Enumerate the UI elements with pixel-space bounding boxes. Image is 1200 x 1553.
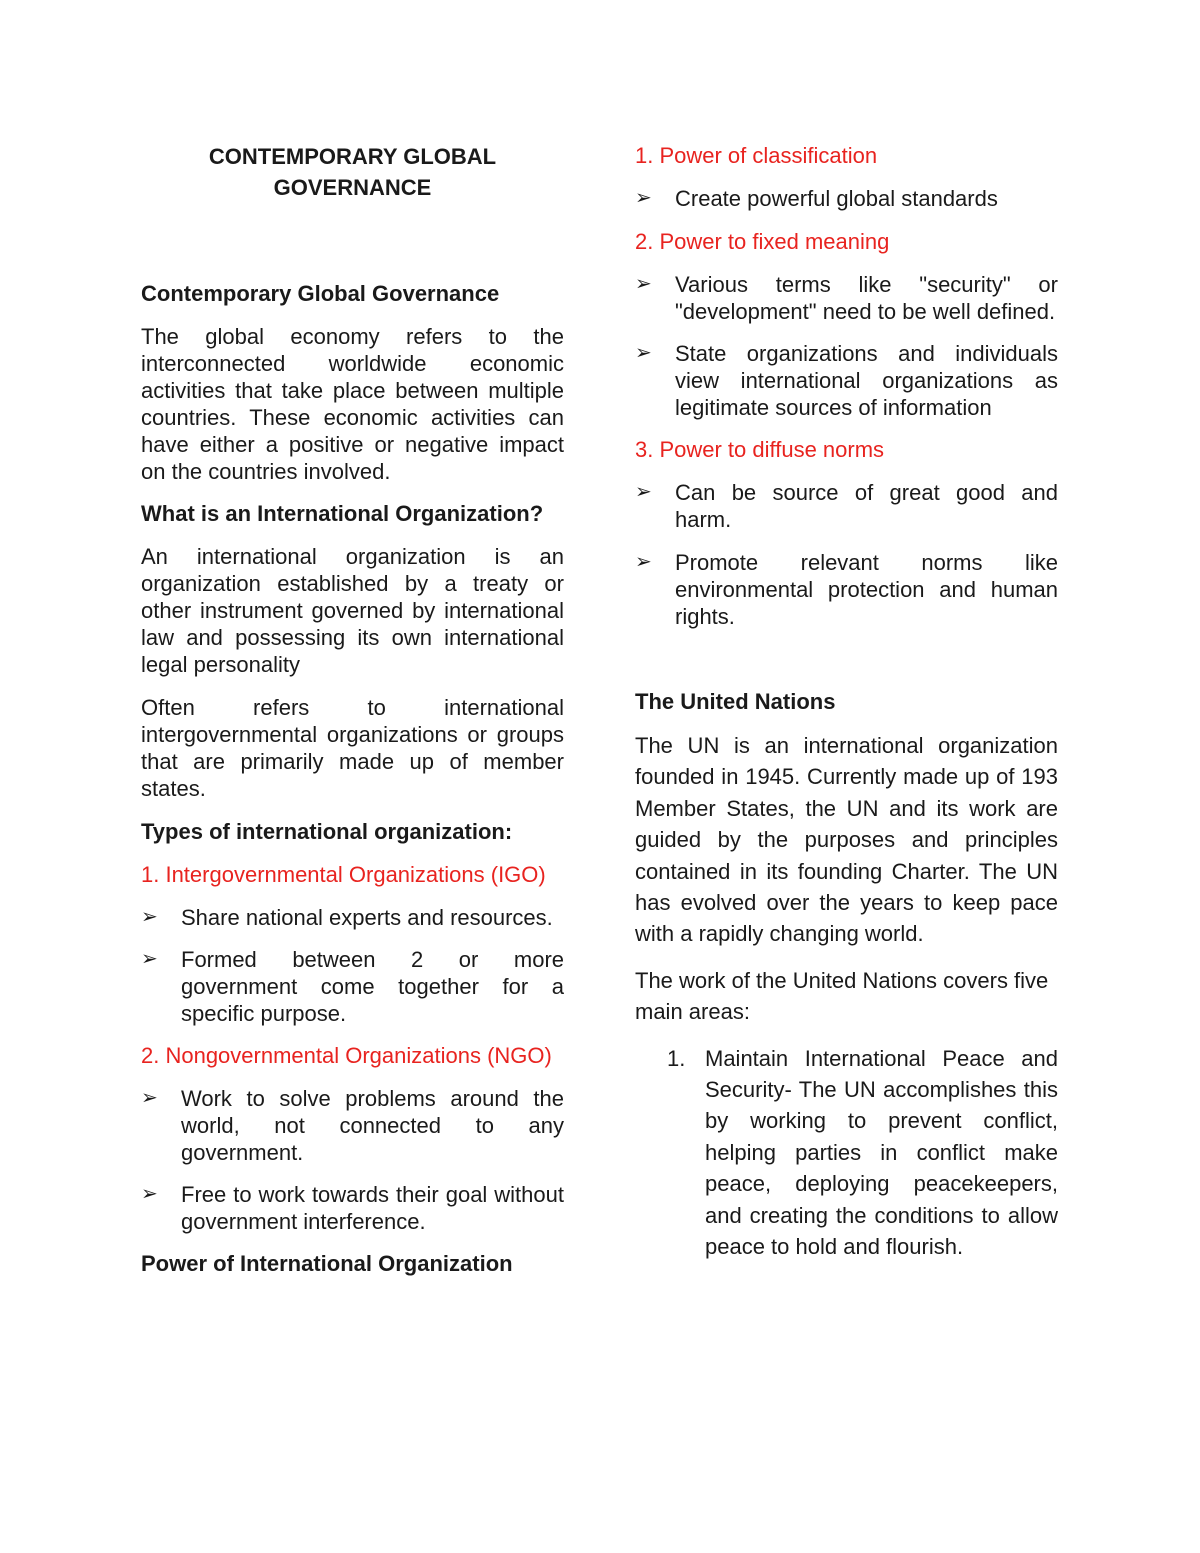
bullet-text: Various terms like "security" or "development" need to be well defined. (675, 272, 1058, 324)
right-column (635, 140, 1058, 1263)
bullet-text: Free to work towards their goal without government interference. (181, 1182, 564, 1234)
power-2-bullet-2 (635, 340, 1058, 421)
bullet-text: State organizations and individuals view international organizations as legitimate sources of information (675, 341, 1058, 420)
ngo-bullet-1 (141, 1085, 564, 1166)
document-title (141, 140, 564, 203)
bullet-text: Promote relevant norms like environmental protection and human rights. (675, 550, 1058, 629)
power-3-bullet-1 (635, 479, 1058, 533)
heading-what-is-io (141, 500, 564, 527)
paragraph-often-refers: Often refers to international intergovernmental organizations or groups that are primarily made up of member states. (141, 695, 564, 801)
arrowhead-bullet-icon: ➢ (141, 1087, 158, 1109)
bullet-text: Work to solve problems around the world, not connected to any government. (181, 1086, 564, 1165)
power-1-heading: 1. Power of classification (635, 143, 878, 168)
igo-bullet-2 (141, 946, 564, 1027)
heading-contemporary-global-governance: Contemporary Global Governance (141, 281, 500, 306)
paragraph-un-work: The work of the United Nations covers five main areas: (635, 967, 1049, 1025)
arrowhead-bullet-icon: ➢ (141, 906, 158, 928)
power-2-heading: 2. Power to fixed meaning (635, 229, 890, 254)
power-3-bullet-2 (635, 549, 1058, 630)
arrowhead-bullet-icon: ➢ (635, 551, 652, 573)
un-area-1 (635, 1043, 1058, 1263)
heading-what-is-io-line (141, 500, 564, 527)
power-2-bullet-1 (635, 271, 1058, 325)
power-1-bullet-1 (635, 185, 1058, 212)
heading-what-is-io-text: What is an International Organization? (141, 501, 544, 526)
ngo-heading: 2. Nongovernmental Organizations (NGO) (141, 1043, 552, 1068)
arrowhead-bullet-icon: ➢ (635, 342, 652, 364)
heading-united-nations: The United Nations (635, 689, 836, 714)
ngo-bullet-2 (141, 1181, 564, 1235)
title-line-2: GOVERNANCE (273, 175, 432, 200)
arrowhead-bullet-icon: ➢ (635, 273, 652, 295)
bullet-text: Create powerful global standards (675, 186, 998, 211)
power-3-heading: 3. Power to diffuse norms (635, 437, 885, 462)
heading-power-of-io: Power of International Organization (141, 1251, 513, 1276)
paragraph-global-economy: The global economy refers to the interconnected worldwide economic activities that take place between multiple countries. These economic activities can have either a positive or negative impact on the countries involved. (141, 324, 564, 484)
heading-types-of-io: Types of international organization: (141, 819, 513, 844)
arrowhead-bullet-icon: ➢ (141, 1183, 158, 1205)
title-line-1: CONTEMPORARY GLOBAL (208, 144, 497, 169)
arrowhead-bullet-icon: ➢ (141, 948, 158, 970)
bullet-text: Formed between 2 or more government come together for a specific purpose. (181, 947, 564, 1026)
igo-heading: 1. Intergovernmental Organizations (IGO) (141, 862, 546, 887)
list-number-text: 1. (667, 1045, 686, 1071)
list-number (635, 1043, 705, 1263)
paragraph-io-definition: An international organization is an organization established by a treaty or other instrument governed by international law and possessing its own international legal personality (141, 544, 564, 677)
arrowhead-bullet-icon: ➢ (635, 187, 652, 209)
list-item-text: Maintain International Peace and Security- The UN accomplishes this by working to prevent conflict, helping parties in conflict make peace, deploying peacekeepers, and creating the conditions to allow peace to hold and flourish. (705, 1045, 1058, 1260)
bullet-text: Share national experts and resources. (181, 905, 553, 930)
paragraph-un: The UN is an international organization founded in 1945. Currently made up of 193 Member States, the UN and its work are guided by the purposes and principles contained in its founding Charter. The UN has evolved over the years to keep pace with a rapidly changing world. (635, 733, 1058, 947)
arrowhead-bullet-icon: ➢ (635, 481, 652, 503)
left-column (141, 140, 564, 1277)
bullet-text: Can be source of great good and harm. (675, 480, 1058, 532)
igo-bullet-1 (141, 904, 564, 931)
